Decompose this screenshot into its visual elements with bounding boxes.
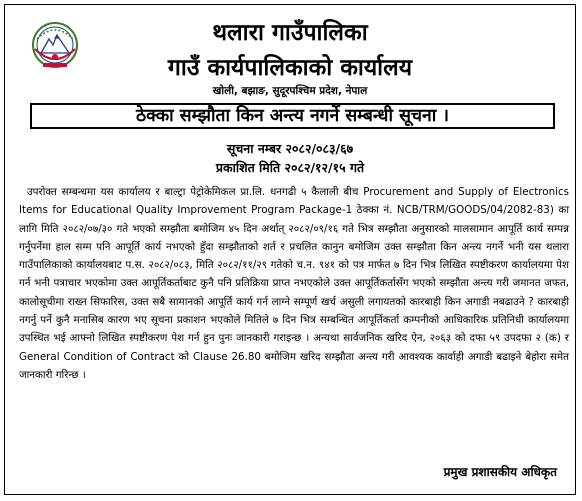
notice-number: सूचना नम्बर २०८२/०८३/६७ — [226, 141, 354, 156]
notice-body: उपरोक्त सम्बन्धमा यस कार्यालय र बाल्ट्रा पेट्रोकेमिकल प्रा.लि. धनगढी ५ कैलाली बीच Procurement and Supply of Electronics Items for Educational Quality Improvement Program Package-1 ठेक्का नं. NCB/TRM/GOODS/04/2082-83) का लागि मिति २०८२/०७/३० गते भएको सम्झौता बमोजिम ४५ दिन अर्थात् २०८२/०९/१६ गते भित्र सम्झौता अनुसारको मालसामान आपूर्ति कार्य सम्पन्न गर्नुपर्नेमा हाल सम्म पनि आपूर्ति कार्य नभएको हुँदा सम्झौताको शर्त र प्रचलित कानुन बमोजिम उक्त सम्झौता किन अन्त्य नगर्ने भनी यस थलारा गाउँपालिकाको कार्यालयबाट प.स. २०८२/०८३, मिति २०८२/११/२९ गतेको च.न. ९४१ को पत्र मार्फत ७ दिन भित्र लिखित स्पष्टीकरण कार्यालयमा पेश गर्न भनी पत्राचार भएकोमा उक्त आपूर्तिकर्ताबाट कुनै पनि प्रतिक्रिया प्राप्त नभएकोले उक्त आपूर्तिकर्तासँग भएको सम्झौता अन्त्य गरी जमानत जफत, कालोसूचीमा राख्न सिफारिस, उक्त सबै सामानको आपूर्ति कार्य गर्न लाग्ने सम्पूर्ण खर्च असुली लगायतको कारबाही किन अगाडी नबढाउने ? कारबाही नगर्नु पर्ने कुनै मनासिब कारण भए सूचना प्रकाशन भएकोले मितिले ७ दिन भित्र सम्बन्धित आपूर्तिकर्ता कम्पनीको आधिकारिक प्रतिनिधी कार्यालयमा उपस्थित भई आफ्नो लिखित स्पष्टीकरण पेश गर्न हुन पुनः जानकारी गराइन्छ । अन्यथा सार्वजनिक खरिद ऐन, २०६३ को दफा ५९ उपदफा २ (क) र General Condition of Contract को Clause 26.80 बमोजिम खरिद सम्झौता अन्त्य गरी आवश्यक कार्वाही अगाडी बढाइने बेहोरा समेत जानकारी गरिन्छ । — [19, 186, 569, 381]
signatory-title: प्रमुख प्रशासकीय अधिकृत — [443, 465, 557, 479]
published-date: प्रकाशित मिति २०८२/१२/१५ गते — [215, 160, 365, 175]
office-name: गाउँ कार्यपालिकाको कार्यालय — [167, 55, 413, 81]
notice-title-banner: ठेक्का सम्झौता किन अन्त्य नगर्ने सम्बन्धी सूचना । — [30, 103, 555, 129]
municipality-name: थलारा गाउँपालिका — [212, 20, 368, 46]
notice-document — [4, 4, 576, 495]
office-address: खोली, बझाङ, सुदूरपश्चिम प्रदेश, नेपाल — [212, 85, 368, 97]
